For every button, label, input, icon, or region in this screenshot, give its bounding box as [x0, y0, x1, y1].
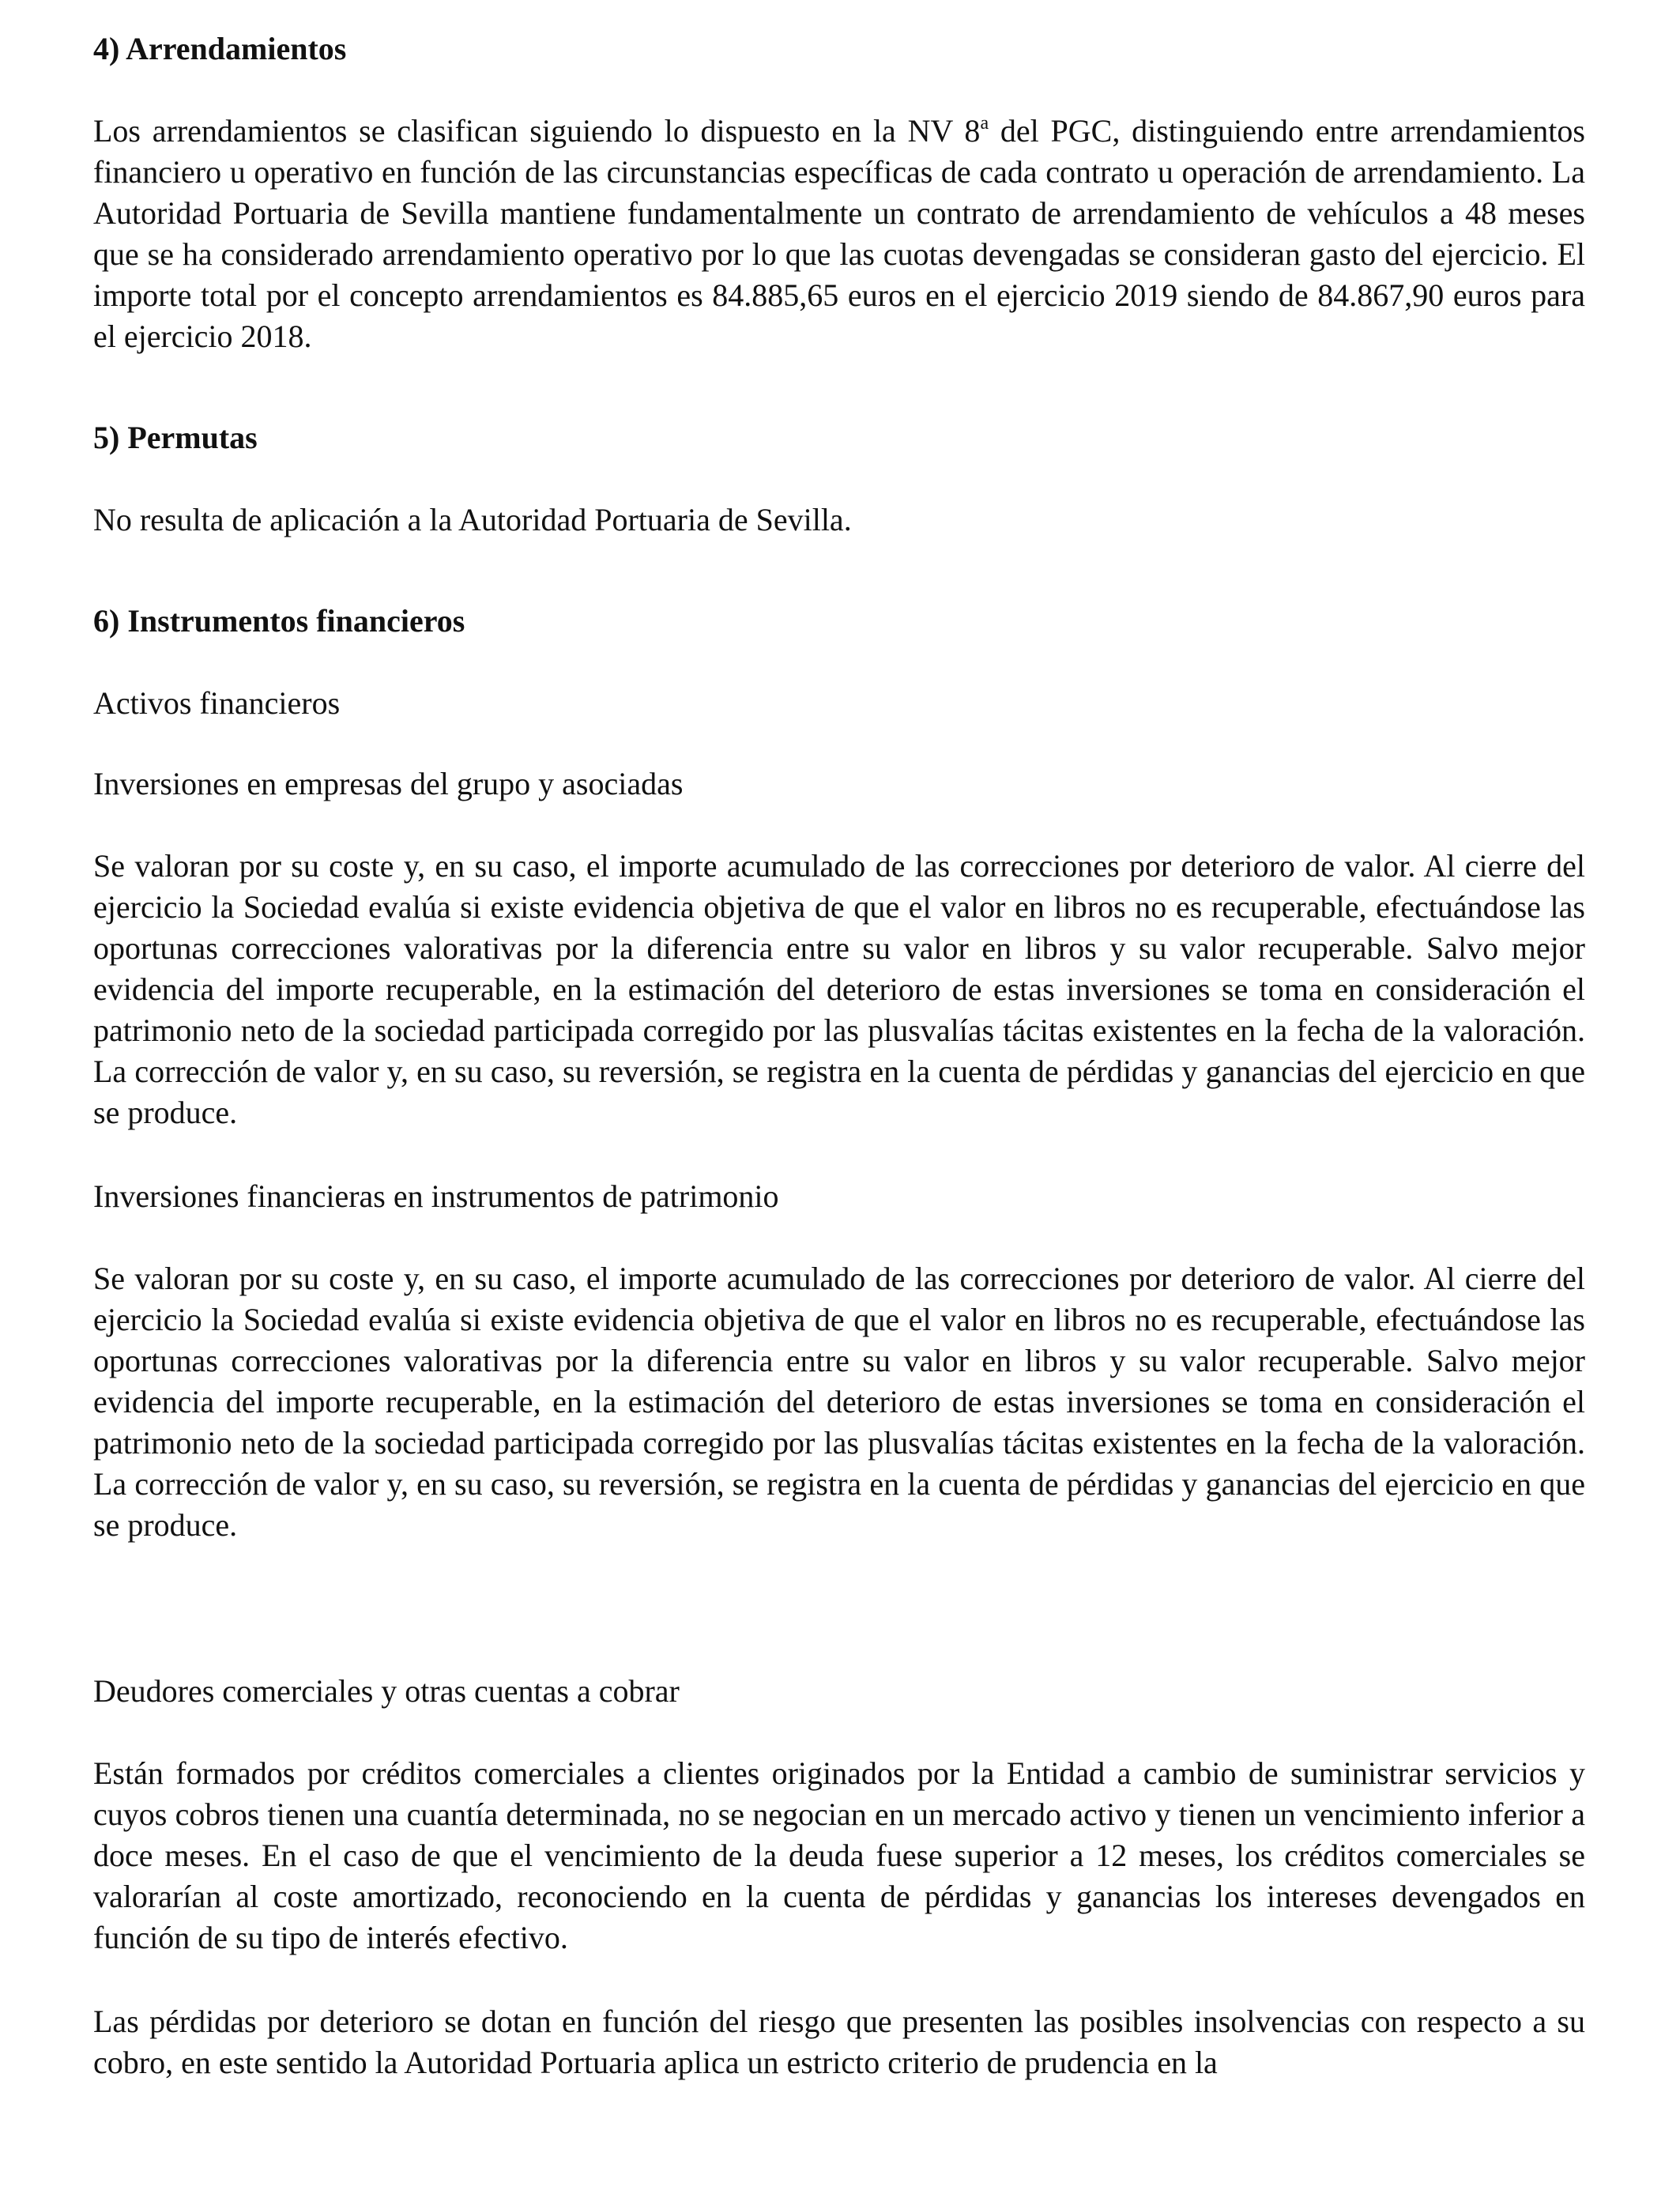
paragraph-arrendamientos: Los arrendamientos se clasifican siguiendo lo dispuesto en la NV 8$^a$ del PGC, distinguiendo entre arrendamientos financiero u operativo en función de las circunstancias específicas de cada contrato u operación de arrendamiento. La Autoridad Portuaria de Sevilla mantiene fundamentalmente un contrato de arrendamiento de vehículos a 48 meses que se ha considerado arrendamiento operativo por lo que las cuotas devengadas se consideran gasto del ejercicio. El importe total por el concepto arrendamientos es 84.885,65 euros en el ejercicio 2019 siendo de 84.867,90 euros para el ejercicio 2018. [93, 113, 1585, 354]
paragraph-permutas: No resulta de aplicación a la Autoridad Portuaria de Sevilla. [93, 502, 852, 537]
heading-arrendamientos: 4) Arrendamientos [93, 31, 347, 66]
superscript-ordinal: a [980, 113, 989, 134]
subheading-activos-financieros: Activos financieros [93, 685, 341, 721]
subheading-instrumentos-patrimonio: Inversiones financieras en instrumentos de patrimonio [93, 1178, 779, 1214]
heading-instrumentos-financieros: 6) Instrumentos financieros [93, 603, 465, 639]
paragraph-deudores-comerciales: Están formados por créditos comerciales a clientes originados por la Entidad a cambio de suministrar servicios y cuyos cobros tienen una cuantía determinada, no se negocian en un mercado activo y tienen un vencimiento inferior a doce meses. En el caso de que el vencimiento de la deuda fuese superior a 12 meses, los créditos comerciales se valorarían al coste amortizado, reconociendo en la cuenta de pérdidas y ganancias los intereses devengados en función de su tipo de interés efectivo. [93, 1755, 1585, 1955]
paragraph-perdidas-deterioro: Las pérdidas por deterioro se dotan en función del riesgo que presenten las posibles insolvencias con respecto a su cobro, en este sentido la Autoridad Portuaria aplica un estricto criterio de prudencia en la [93, 2004, 1585, 2080]
paragraph-inversiones-grupo: Se valoran por su coste y, en su caso, el importe acumulado de las correcciones por deterioro de valor. Al cierre del ejercicio la Sociedad evalúa si existe evidencia objetiva de que el valor en libros no es recuperable, efectuándose las oportunas correcciones valorativas por la diferencia entre su valor en libros y su valor recuperable. Salvo mejor evidencia del importe recuperable, en la estimación del deterioro de estas inversiones se toma en consideración el patrimonio neto de la sociedad participada corregido por las plusvalías tácitas existentes en la fecha de la valoración. La corrección de valor y, en su caso, su reversión, se registra en la cuenta de pérdidas y ganancias del ejercicio en que se produce. [93, 848, 1585, 1130]
subheading-inversiones-grupo: Inversiones en empresas del grupo y asociadas [93, 766, 684, 801]
subheading-deudores-comerciales: Deudores comerciales y otras cuentas a cobrar [93, 1673, 680, 1709]
heading-permutas: 5) Permutas [93, 420, 258, 455]
paragraph-instrumentos-patrimonio: Se valoran por su coste y, en su caso, el importe acumulado de las correcciones por deterioro de valor. Al cierre del ejercicio la Sociedad evalúa si existe evidencia objetiva de que el valor en libros no es recuperable, efectuándose las oportunas correcciones valorativas por la diferencia entre su valor en libros y su valor recuperable. Salvo mejor evidencia del importe recuperable, en la estimación del deterioro de estas inversiones se toma en consideración el patrimonio neto de la sociedad participada corregido por las plusvalías tácitas existentes en la fecha de la valoración. La corrección de valor y, en su caso, su reversión, se registra en la cuenta de pérdidas y ganancias del ejercicio en que se produce. [93, 1261, 1585, 1543]
